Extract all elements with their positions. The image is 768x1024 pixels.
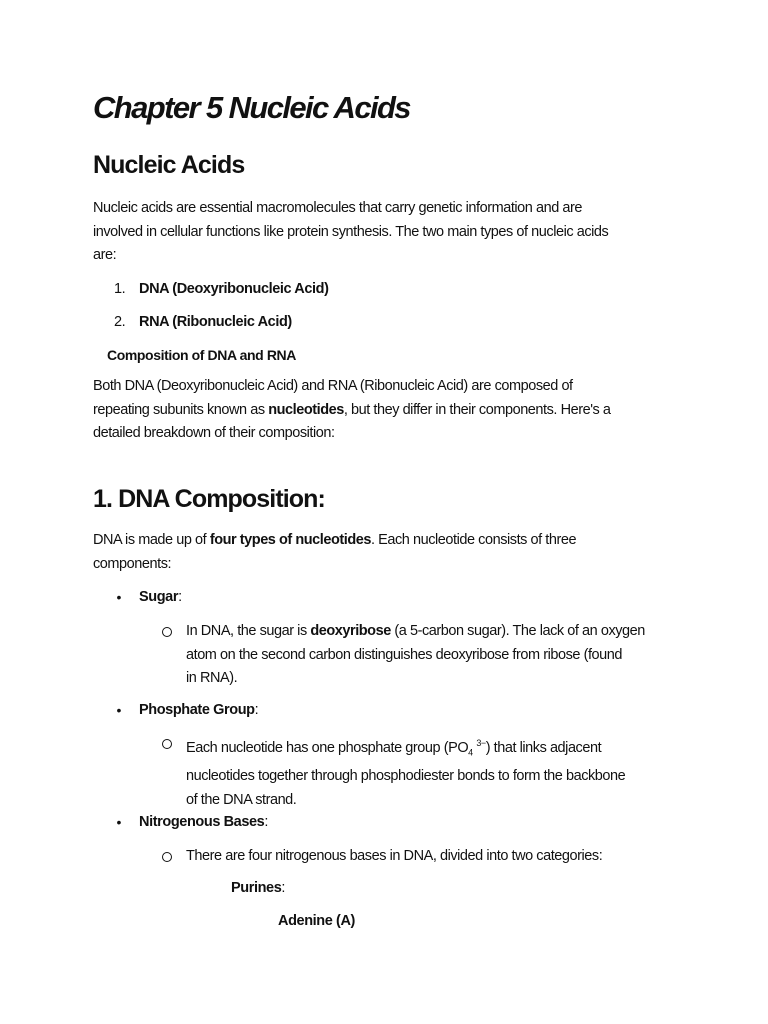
list-item-number: 1. (114, 281, 126, 297)
bases-description: There are four nitrogenous bases in DNA, divided into two categories: (186, 848, 603, 864)
adenine-label: Adenine (A) (278, 913, 355, 929)
list-item-dna: DNA (Deoxyribonucleic Acid) (139, 281, 329, 297)
purines-label: Purines: (231, 880, 286, 896)
chapter-title: Chapter 5 Nucleic Acids (93, 90, 410, 125)
circle-bullet-icon (162, 739, 172, 749)
list-item-number: 2. (114, 314, 126, 330)
bullet-icon: • (116, 589, 122, 605)
bullet-icon: • (116, 814, 122, 830)
circle-bullet-icon (162, 627, 172, 637)
sugar-description: In DNA, the sugar is deoxyribose (a 5-carbon sugar). The lack of an oxygen atom on the second carbon distinguishes deoxyribose from ribose (found in RNA). (186, 623, 645, 686)
section-title: Nucleic Acids (93, 151, 245, 179)
intro-paragraph: Nucleic acids are essential macromolecules that carry genetic information and are involved in cellular functions like protein synthesis. The two main types of nucleic acids are: (93, 200, 609, 263)
phosphate-item: Phosphate Group: (139, 702, 259, 718)
circle-bullet-icon (162, 852, 172, 862)
list-item-rna: RNA (Ribonucleic Acid) (139, 314, 292, 330)
composition-paragraph: Both DNA (Deoxyribonucleic Acid) and RNA (Ribonucleic Acid) are composed of repeating subunits known as nucleotides, but they differ in their components. Here's a detailed breakdown of their composition: (93, 378, 611, 441)
bullet-icon: • (116, 702, 122, 718)
phosphate-description: Each nucleotide has one phosphate group ($PO_4$ $^{3-}$) that links adjacent nucleotides together through phosphodiester bonds to form the backbone of the DNA strand. (186, 738, 626, 808)
dna-intro-paragraph: DNA is made up of four types of nucleotides. Each nucleotide consists of three components: (93, 532, 577, 572)
sugar-item: Sugar: (139, 589, 182, 605)
dna-composition-heading: 1. DNA Composition: (93, 485, 325, 513)
bases-item: Nitrogenous Bases: (139, 814, 268, 830)
composition-heading: Composition of DNA and RNA (107, 347, 296, 363)
